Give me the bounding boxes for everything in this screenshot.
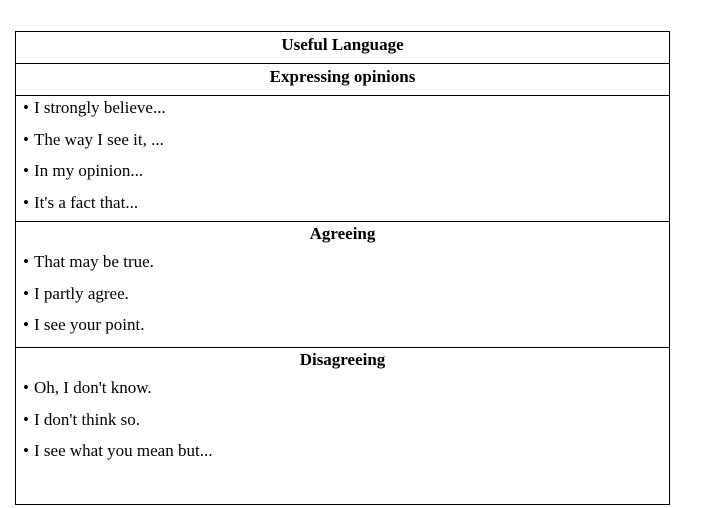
phrase-text: I see what you mean but... xyxy=(34,441,213,460)
bullet: • xyxy=(23,252,29,271)
phrase-text: I see your point. xyxy=(34,315,145,334)
section-heading-disagreeing: Disagreeing xyxy=(299,350,386,369)
section-heading-agreeing: Agreeing xyxy=(309,224,376,243)
bullet: • xyxy=(23,129,29,149)
list-item xyxy=(23,439,669,471)
bullet: • xyxy=(23,315,29,334)
phrase-list xyxy=(16,250,669,345)
bullet: • xyxy=(23,283,29,303)
list-item xyxy=(23,191,669,223)
list-item xyxy=(23,376,669,408)
phrase-text: The way I see it, ... xyxy=(34,129,164,149)
phrase-list xyxy=(16,96,669,222)
phrase-text: It's a fact that... xyxy=(34,192,139,212)
phrase-text: That may be true. xyxy=(34,252,154,271)
bullet: • xyxy=(23,378,29,397)
phrase-text: I strongly believe... xyxy=(34,98,166,117)
section-heading-expressing-opinions: Expressing opinions xyxy=(16,64,669,96)
phrase-text: In my opinion... xyxy=(34,161,144,180)
list-item xyxy=(23,250,669,282)
bullet: • xyxy=(23,98,29,117)
phrase-text: Oh, I don't know. xyxy=(34,378,152,397)
list-item xyxy=(23,408,669,440)
section-expressing-opinions xyxy=(16,96,669,222)
list-item xyxy=(23,96,669,128)
section-disagreeing xyxy=(16,348,669,505)
useful-language-table xyxy=(15,31,670,505)
list-item xyxy=(23,282,669,314)
bullet: • xyxy=(23,441,29,460)
list-item xyxy=(23,128,669,160)
phrase-list xyxy=(16,376,669,471)
section-agreeing xyxy=(16,222,669,348)
list-item xyxy=(23,159,669,191)
bullet: • xyxy=(23,409,29,429)
phrase-text: I partly agree. xyxy=(34,283,129,303)
table-title: Useful Language xyxy=(16,32,669,64)
bullet: • xyxy=(23,192,29,212)
list-item xyxy=(23,313,669,345)
phrase-text: I don't think so. xyxy=(34,409,141,429)
bullet: • xyxy=(23,161,29,180)
